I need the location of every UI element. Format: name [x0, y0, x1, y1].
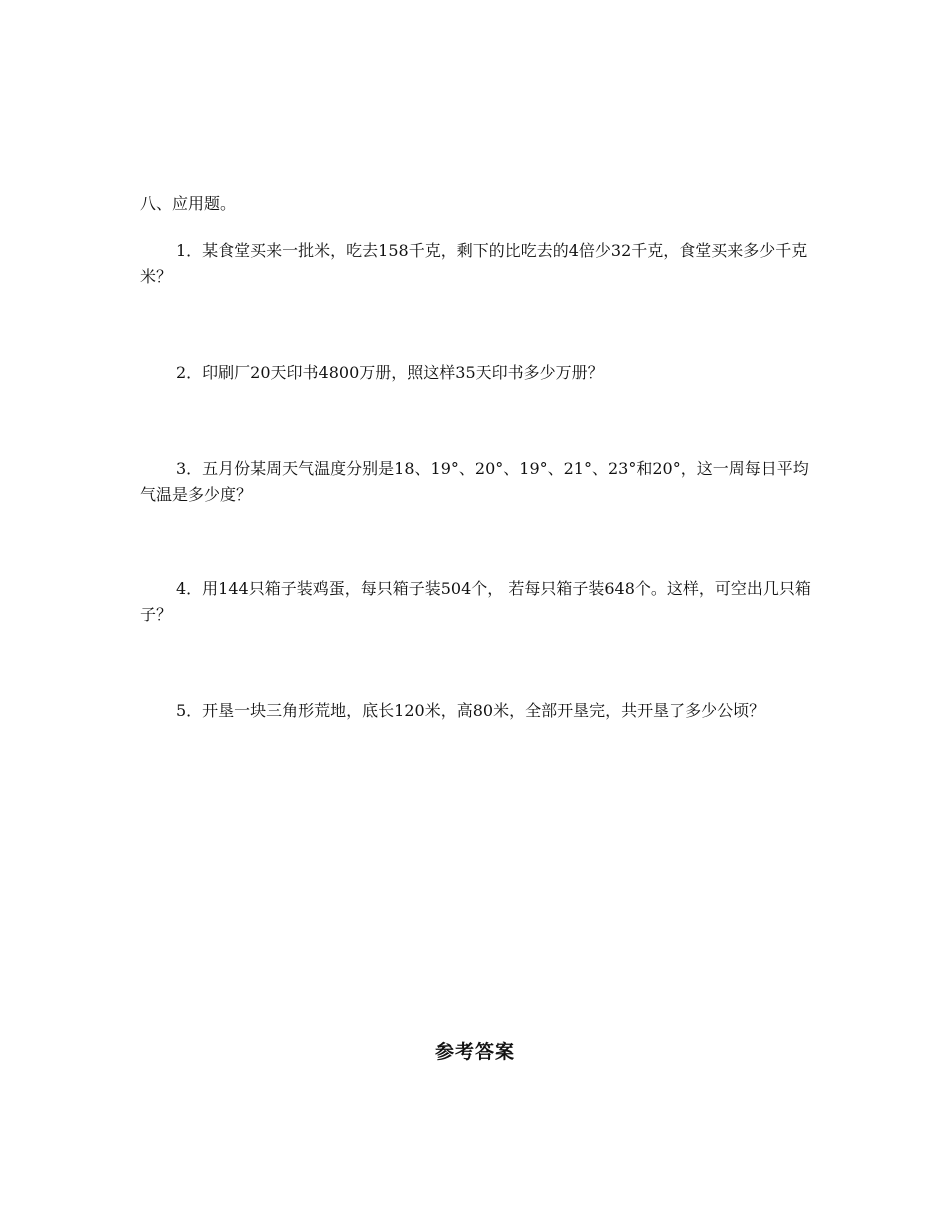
question-2: 2．印刷厂20天印书4800万册，照这样35天印书多少万册？ [176, 363, 604, 382]
question-4: 4．用144只箱子装鸡蛋，每只箱子装504个， 若每只箱子装648个。这样，可空出几只箱子？ [140, 579, 811, 624]
section-heading: 八、应用题。 [140, 194, 237, 213]
question-5: 5．开垦一块三角形荒地，底长120米，高80米，全部开垦完，共开垦了多少公顷？ [176, 701, 766, 720]
question-3: 3．五月份某周天气温度分别是18、19°、20°、19°、21°、23°和20°，这一周每日平均气温是多少度？ [140, 459, 809, 504]
answer-key-title: 参考答案 [434, 1041, 515, 1063]
question-1: 1．某食堂买来一批米，吃去158千克，剩下的比吃去的4倍少32千克，食堂买来多少千克米？ [140, 241, 808, 286]
